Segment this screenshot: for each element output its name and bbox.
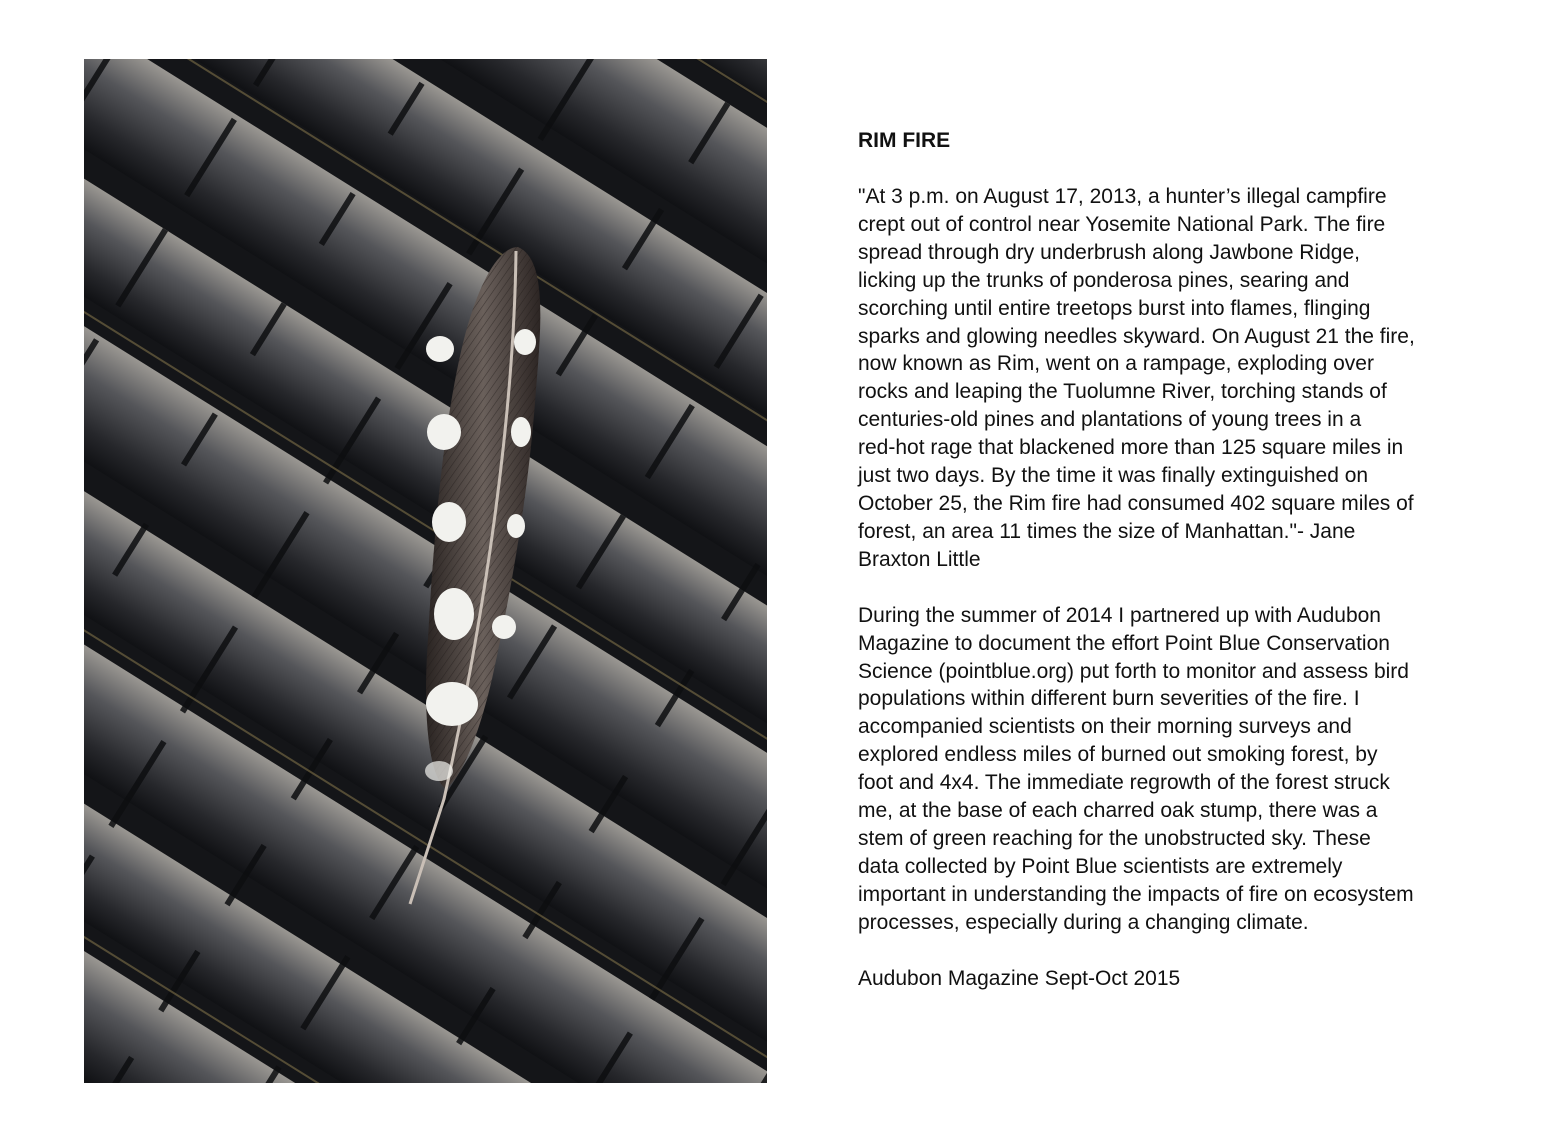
quote-line: crept out of control near Yosemite National Park. The fire <box>858 212 1386 236</box>
quote-line: October 25, the Rim fire had consumed 402 square miles of <box>858 491 1414 515</box>
quote-line: now known as Rim, went on a rampage, exploding over <box>858 352 1374 376</box>
publication-credit: Audubon Magazine Sept-Oct 2015 <box>858 966 1181 990</box>
body-line: important in understanding the impacts of fire on ecosystem <box>858 882 1414 906</box>
quote-line: Braxton Little <box>858 547 981 571</box>
article-title: RIM FIRE <box>858 129 951 152</box>
body-line: foot and 4x4. The immediate regrowth of the forest struck <box>858 771 1390 795</box>
body-line: processes, especially during a changing climate. <box>858 910 1309 934</box>
feature-photo <box>84 59 767 1083</box>
quote-paragraph <box>858 183 1498 574</box>
body-paragraph <box>858 602 1498 937</box>
body-line: data collected by Point Blue scientists are extremely <box>858 854 1343 878</box>
body-line: me, at the base of each charred oak stump, there was a <box>858 799 1378 823</box>
quote-line: "At 3 p.m. on August 17, 2013, a hunter’s illegal campfire <box>858 185 1387 208</box>
body-line: During the summer of 2014 I partnered up with Audubon <box>858 603 1381 627</box>
quote-line: scorching until entire treetops burst into flames, flinging <box>858 296 1371 320</box>
quote-line: sparks and glowing needles skyward. On August 21 the fire, <box>858 324 1415 348</box>
body-line: Science (pointblue.org) put forth to monitor and assess bird <box>858 659 1409 683</box>
quote-line: rocks and leaping the Tuolumne River, torching stands of <box>858 380 1387 404</box>
body-line: explored endless miles of burned out smoking forest, by <box>858 743 1378 767</box>
body-line: populations within different burn severities of the fire. I <box>858 687 1360 711</box>
article <box>858 127 1498 992</box>
quote-line: just two days. By the time it was finally extinguished on <box>858 464 1369 488</box>
body-line: Magazine to document the effort Point Blue Conservation <box>858 631 1390 655</box>
charred-wood-feather-image <box>84 59 767 1083</box>
body-line: stem of green reaching for the unobstructed sky. These <box>858 826 1371 850</box>
quote-line: licking up the trunks of ponderosa pines, searing and <box>858 268 1350 292</box>
quote-line: spread through dry underbrush along Jawbone Ridge, <box>858 240 1361 264</box>
quote-line: centuries-old pines and plantations of young trees in a <box>858 408 1362 432</box>
body-line: accompanied scientists on their morning surveys and <box>858 715 1352 739</box>
quote-line: forest, an area 11 times the size of Manhattan."- Jane <box>858 519 1356 543</box>
quote-line: red-hot rage that blackened more than 125 square miles in <box>858 436 1404 460</box>
